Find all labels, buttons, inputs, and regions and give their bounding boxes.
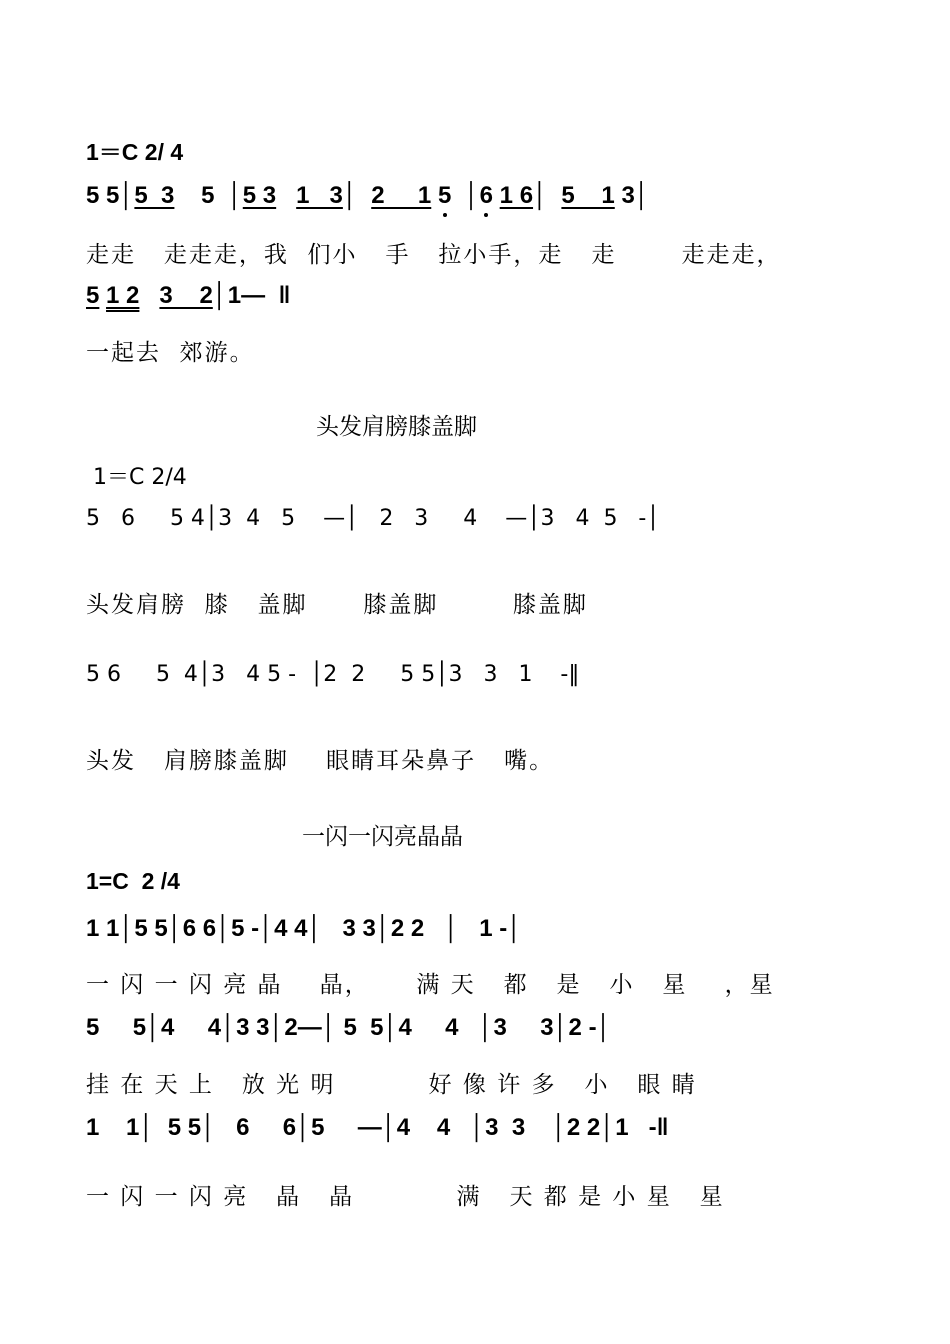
song1-lyrics-line2: 一起去 郊游。 (86, 340, 255, 366)
song2-lyrics-line1: 头发肩膀 膝 盖脚 膝盖脚 膝盖脚 (86, 592, 588, 618)
note-group: 3 (621, 182, 635, 209)
song1-key-signature: 1＝C 2/ 4 (86, 139, 184, 165)
song3-title: 一闪一闪亮晶晶 (302, 824, 463, 850)
note-group: 2 1 (371, 182, 432, 209)
song2-notes-line1: 5 6 5 4│3 4 5 —│ 2 3 4 —│3 4 5 -│ (86, 506, 660, 531)
song2-key-signature: 1＝C 2/4 (86, 465, 187, 490)
note-group: 1— (227, 282, 266, 309)
song2-notes-line2: 5 6 5 4│3 4 5 - │2 2 5 5│3 3 1 -‖ (86, 662, 580, 687)
note-group: 5 1 (561, 182, 615, 209)
song3-notes-line2: 5 5│4 4│3 3│2—│ 5 5│4 4 │3 3│2 -│ (86, 1014, 612, 1041)
note-group: 3 2 (159, 282, 213, 309)
note-group: 5 (437, 182, 452, 209)
note-group: 1 2 (106, 282, 140, 309)
song3-notes-line1: 1 1│5 5│6 6│5 -│4 4│ 3 3│2 2 │ 1 -│ (86, 915, 523, 942)
song3-key-signature: 1=C 2 /4 (86, 868, 180, 894)
note-group: 5 (86, 282, 100, 309)
song3-lyrics-line3: 一 闪 一 闪 亮 晶 晶 满 天 都 是 小 星 星 (86, 1184, 725, 1210)
note-group: 5 (201, 182, 215, 209)
note-group: 5 3 (134, 182, 175, 209)
song2-lyrics-line2: 头发 肩膀膝盖脚 眼睛耳朵鼻子 嘴。 (86, 748, 555, 774)
note-group: 6 (479, 182, 493, 209)
note-group: 1 6 (499, 182, 534, 209)
song3-lyrics-line1: 一 闪 一 闪 亮 晶 晶， 满 天 都 是 小 星 ，星 (86, 972, 775, 998)
song1-notes-line2: 5 1 2 3 2│1— ‖ (86, 282, 291, 309)
note-group: 5 3 (242, 182, 277, 209)
note-group: 5 5 (86, 182, 120, 209)
song3-notes-line3: 1 1│ 5 5│ 6 6│5 —│4 4 │3 3 │2 2│1 -‖ (86, 1114, 669, 1141)
song3-lyrics-line2: 挂 在 天 上 放 光 明 好 像 许 多 小 眼 睛 (86, 1072, 697, 1098)
song1-notes-line1: 5 5│5 3 5 │5 3 1 3│ 2 1 5 │6 1 6│ 5 1 3│ (86, 182, 650, 209)
song2-title: 头发肩膀膝盖脚 (316, 414, 477, 440)
note-group: 1 3 (296, 182, 343, 209)
song1-lyrics-line1: 走走 走走走，我 们小 手 拉小手，走 走 走走走， (86, 242, 782, 268)
